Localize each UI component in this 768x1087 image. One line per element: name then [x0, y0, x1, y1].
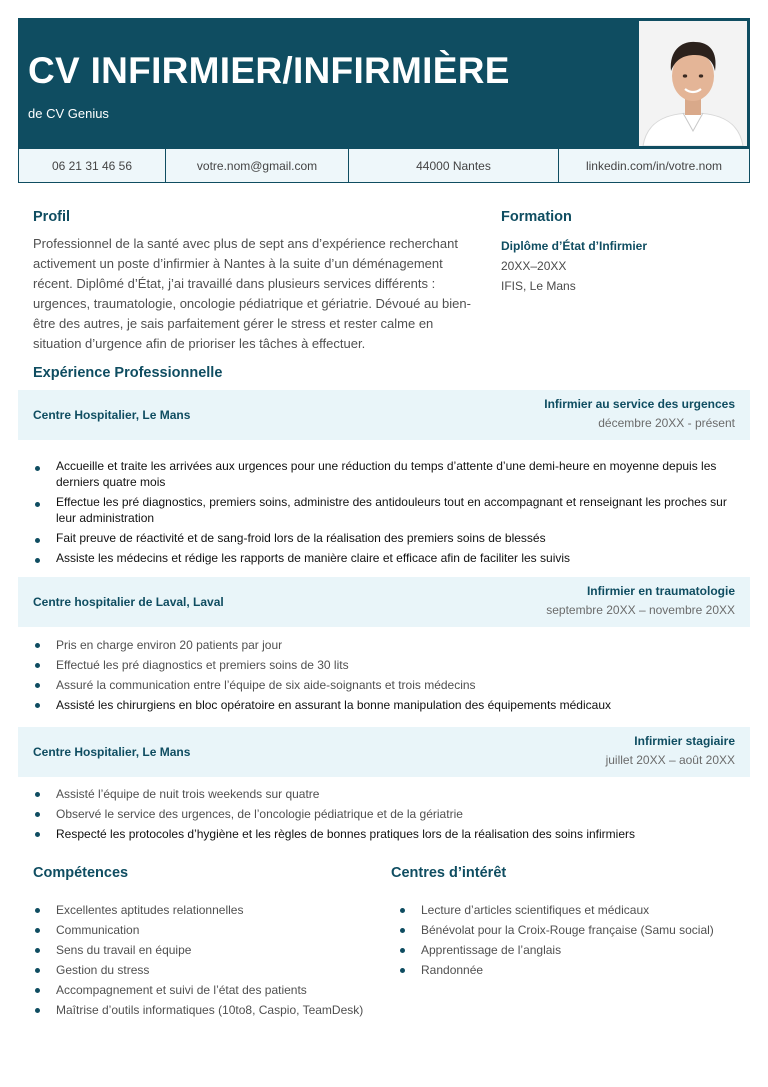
formation-heading: Formation [501, 209, 572, 225]
list-item: Effectué les pré diagnostics et premiers soins de 30 lits [33, 655, 748, 675]
contact-phone: 06 21 31 46 56 [19, 149, 166, 182]
job-organization: Centre Hospitalier, Le Mans [33, 745, 191, 759]
person-photo-icon [639, 21, 747, 146]
list-item: Randonnée [398, 960, 743, 980]
formation-degree: Diplôme d’État d’Infirmier [501, 239, 648, 253]
profile-text: Professionnel de la santé avec plus de sept ans d’expérience recherchant activement un poste d’infirmier à Nantes à la suite d’un déménagement récent. Diplômé d’État, j’ai travaillé dans plusieurs services différents : urgences, traumatologie, oncologie pédiatrique et gériatrie. Dévoué au bien-être des autres, je sais parfaitement gérer le stress et rester calme en situation d’urgence afin de prioriser les tâches à effectuer. [33, 236, 471, 351]
profile-photo [639, 21, 747, 146]
profile-heading: Profil [33, 209, 71, 225]
list-item: Pris en charge environ 20 patients par jour [33, 635, 748, 655]
list-item: Assiste les médecins et rédige les rapports de manière claire et efficace afin de faciliter les suivis [33, 550, 748, 566]
list-item: Respecté les protocoles d’hygiène et les règles de bonnes pratiques lors de la réalisation des soins infirmiers [33, 824, 748, 844]
list-item: Apprentissage de l’anglais [398, 940, 743, 960]
job-dates: décembre 20XX - présent [598, 416, 735, 430]
job-bullets [33, 458, 748, 570]
job-organization: Centre Hospitalier, Le Mans [33, 408, 191, 422]
page-title: CV INFIRMIER/INFIRMIÈRE [28, 50, 510, 91]
list-item: Lecture d’articles scientifiques et médicaux [398, 900, 743, 920]
formation-years: 20XX–20XX [501, 259, 567, 273]
job-header [18, 727, 750, 777]
list-item: Fait preuve de réactivité et de sang-froid lors de la réalisation des premiers soins de blessés [33, 530, 748, 546]
job-organization: Centre hospitalier de Laval, Laval [33, 595, 224, 609]
list-item: Assisté l’équipe de nuit trois weekends sur quatre [33, 784, 748, 804]
page-subtitle: de CV Genius [28, 106, 109, 121]
job-role: Infirmier en traumatologie [586, 584, 735, 598]
skills-list [33, 900, 378, 1020]
job-bullets [33, 635, 748, 715]
skills-heading: Compétences [33, 865, 129, 881]
list-item: Excellentes aptitudes relationnelles [33, 900, 378, 920]
contact-bar [18, 148, 750, 183]
formation-block [501, 236, 647, 296]
job-dates: juillet 20XX – août 20XX [605, 753, 735, 767]
list-item: Bénévolat pour la Croix-Rouge française (Samu social) [398, 920, 743, 940]
list-item: Gestion du stress [33, 960, 378, 980]
list-item: Accompagnement et suivi de l’état des patients [33, 980, 378, 1000]
job-header [18, 577, 750, 627]
job-role: Infirmier au service des urgences [544, 397, 735, 411]
header-banner [18, 18, 750, 149]
job-role: Infirmier stagiaire [634, 734, 735, 748]
interests-heading: Centres d’intérêt [391, 865, 507, 881]
list-item: Maîtrise d’outils informatiques (10to8, Caspio, TeamDesk) [33, 1000, 378, 1020]
list-item: Effectue les pré diagnostics, premiers soins, administre des antidouleurs tout en accompagnant et renseignant les proches sur leur administration [33, 494, 748, 526]
list-item: Assuré la communication entre l’équipe de six aide-soignants et trois médecins [33, 675, 748, 695]
contact-linkedin: linkedin.com/in/votre.nom [585, 158, 723, 173]
job-header [18, 390, 750, 440]
job-bullets [33, 784, 748, 844]
list-item: Sens du travail en équipe [33, 940, 378, 960]
job-dates: septembre 20XX – novembre 20XX [546, 603, 735, 617]
list-item: Observé le service des urgences, de l’oncologie pédiatrique et de la gériatrie [33, 804, 748, 824]
interests-list [398, 900, 743, 980]
contact-email: votre.nom@gmail.com [166, 149, 349, 182]
formation-school: IFIS, Le Mans [501, 279, 576, 293]
contact-location: 44000 Nantes [349, 149, 559, 182]
list-item: Accueille et traite les arrivées aux urgences pour une réduction du temps d’attente d’une demi-heure en moyenne depuis les derniers quatre mois [33, 458, 748, 490]
list-item: Assisté les chirurgiens en bloc opératoire en assurant la bonne manipulation des équipements médicaux [33, 695, 748, 715]
experience-heading: Expérience Professionnelle [33, 365, 223, 381]
list-item: Communication [33, 920, 378, 940]
